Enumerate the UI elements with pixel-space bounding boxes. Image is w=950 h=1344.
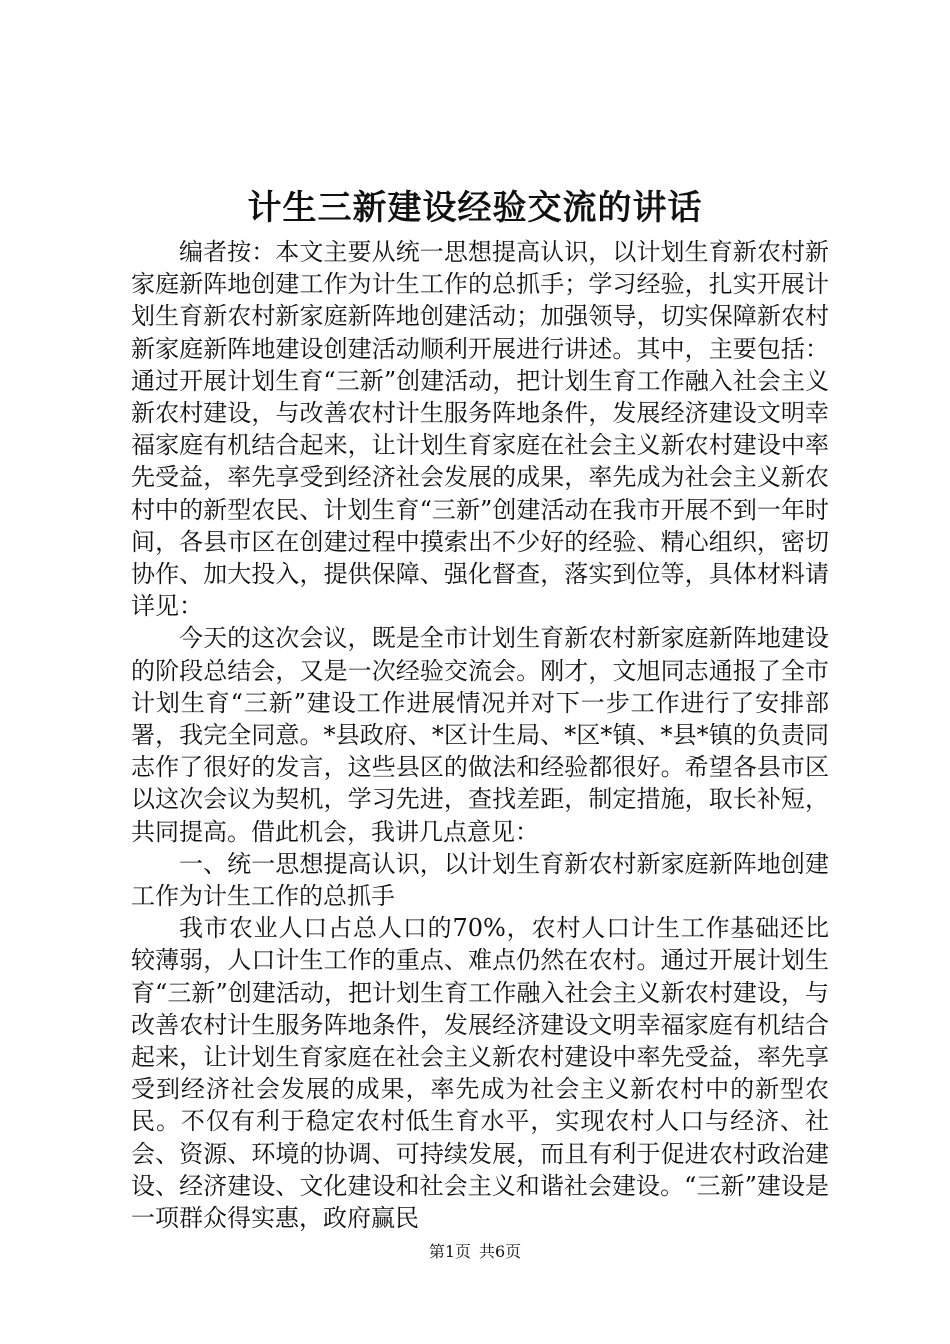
paragraph-section-1-body: 我市农业人口占总人口的70%，农村人口计生工作基础还比较薄弱，人口计生工作的重点、难点仍然在农村。通过开展计划生育“三新”创建活动，把计划生育工作融入社会主义新农村建设，与改善农村计生服务阵地条件，发展经济建设文明幸福家庭有机结合起来，让计划生育家庭在社会主义新农村建设中率先受益，率先享受到经济社会发展的成果，率先成为社会主义新农村中的新型农民。不仅有利于稳定农村低生育水平，实现农村人口与经济、社会、资源、环境的协调、可持续发展，而且有利于促进农村政治建设、经济建设、文化建设和社会主义和谐社会建设。“三新”建设是一项群众得实惠，政府赢民: [131, 914, 829, 1233]
paragraph-editor-note: 编者按：本文主要从统一思想提高认识，以计划生育新农村新家庭新阵地创建工作为计生工作的总抓手；学习经验，扎实开展计划生育新农村新家庭新阵地创建活动；加强领导，切实保障新农村新家庭新阵地建设创建活动顺利开展进行讲述。其中，主要包括：通过开展计划生育“三新”创建活动，把计划生育工作融入社会主义新农村建设，与改善农村计生服务阵地条件，发展经济建设文明幸福家庭有机结合起来，让计划生育家庭在社会主义新农村建设中率先受益，率先享受到经济社会发展的成果，率先成为社会主义新农村中的新型农民、计划生育“三新”创建活动在我市开展不到一年时间，各县市区在创建过程中摸索出不少好的经验、精心组织，密切协作、加大投入，提供保障、强化督查，落实到位等，具体材料请详见：: [131, 238, 829, 621]
page-number: 第1页: [428, 1242, 471, 1261]
document-title: 计生三新建设经验交流的讲话: [247, 188, 703, 228]
paragraph-opening: 今天的这次会议，既是全市计划生育新农村新家庭新阵地建设的阶段总结会，又是一次经验交流会。刚才，文旭同志通报了全市计划生育“三新”建设工作进展情况并对下一步工作进行了安排部署，我完全同意。*县政府、*区计生局、*区*镇、*县*镇的负责同志作了很好的发言，这些县区的做法和经验都很好。希望各县市区以这次会议为契机，学习先进，查找差距，制定措施，取长补短，共同提高。借此机会，我讲几点意见：: [131, 624, 829, 846]
section-heading-1: 一、统一思想提高认识，以计划生育新农村新家庭新阵地创建工作为计生工作的总抓手: [131, 849, 829, 911]
page-count: 共6页: [479, 1242, 522, 1261]
document-body: [131, 236, 829, 1234]
page-footer: [0, 1240, 950, 1264]
